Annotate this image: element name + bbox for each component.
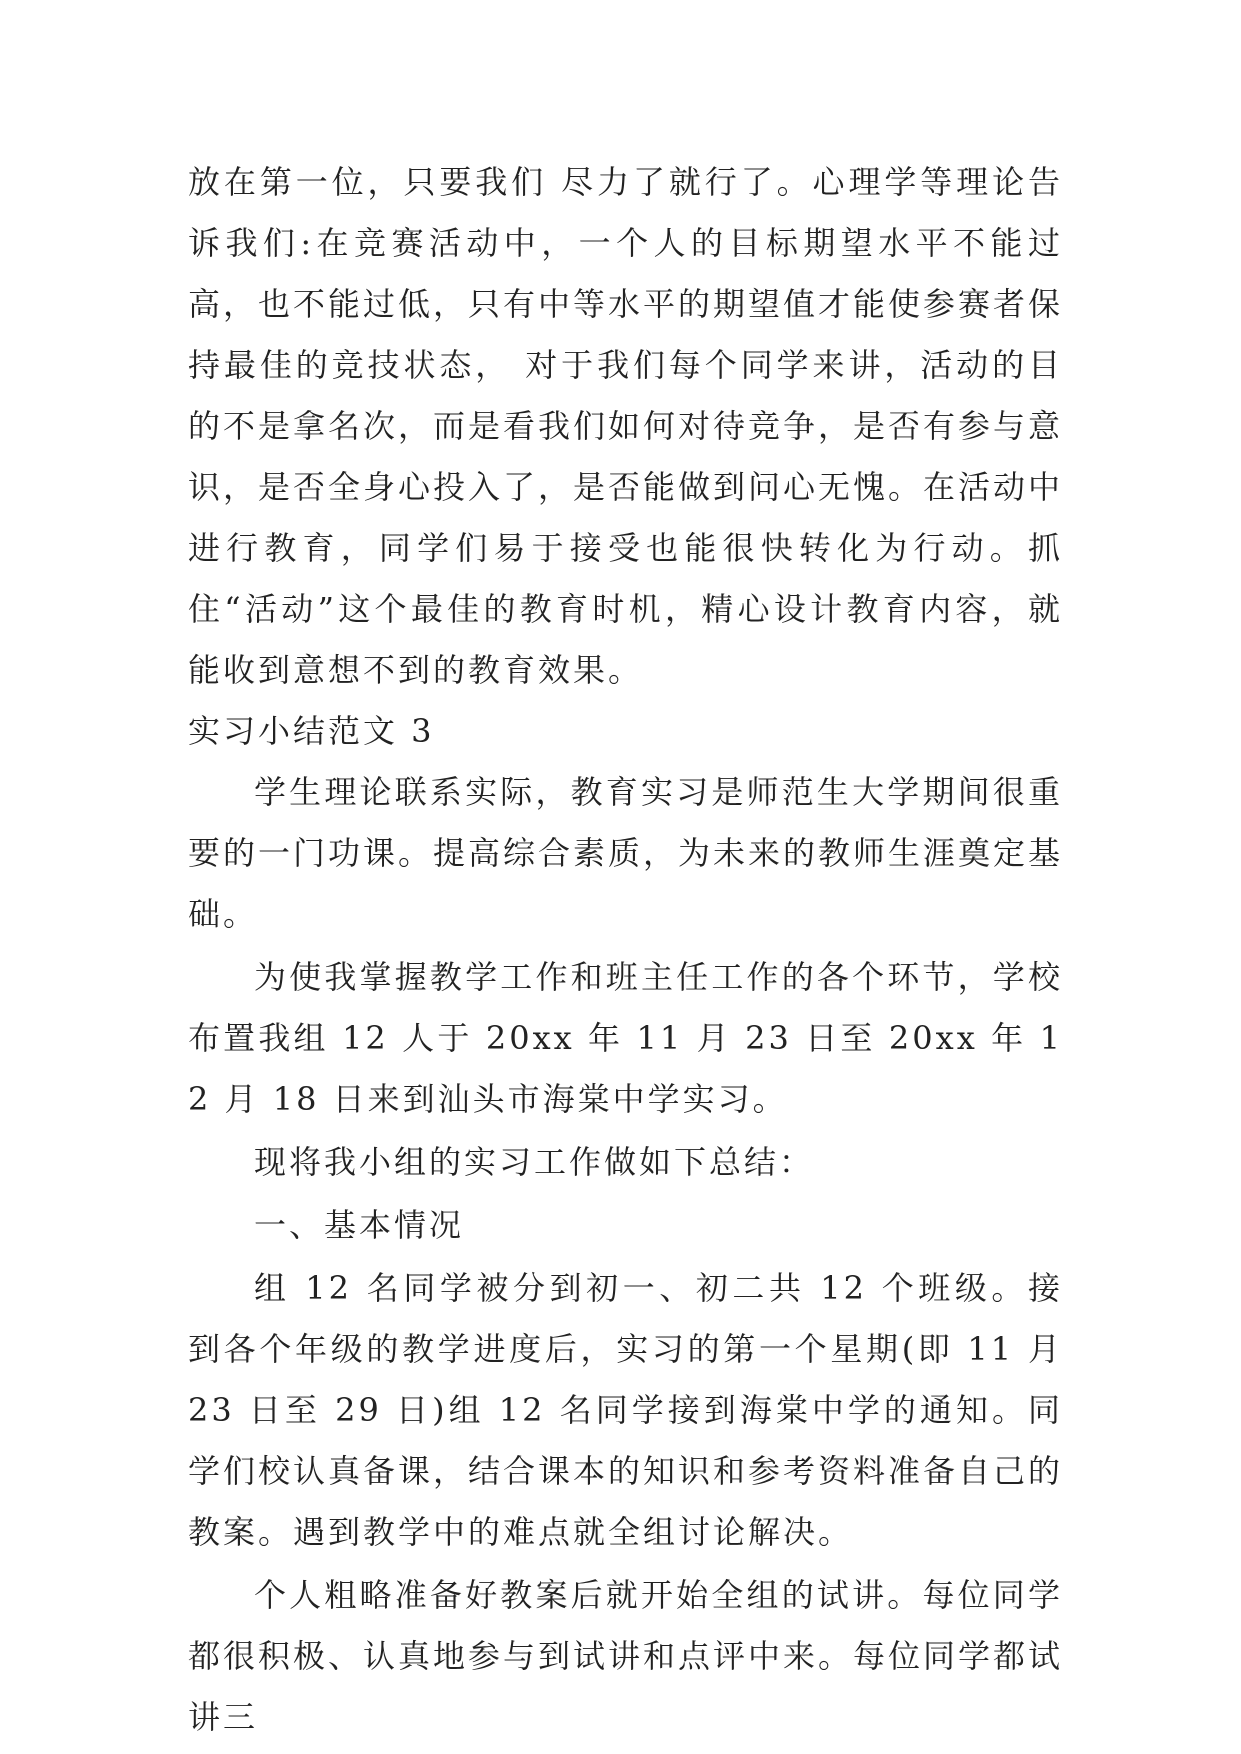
trial-lecture-paragraph: 个人粗略准备好教案后就开始全组的试讲。每位同学都很积极、认真地参与到试讲和点评中来。每位同学都试讲三 xyxy=(188,1576,1064,1736)
intro-paragraph: 学生理论联系实际，教育实习是师范生大学期间很重要的一门功课。提高综合素质，为未来的教师生涯奠定基础。 xyxy=(188,773,1064,933)
continuation-paragraph: 放在第一位，只要我们 尽力了就行了。心理学等理论告诉我们:在竞赛活动中，一个人的目标期望水平不能过高，也不能过低，只有中等水平的期望值才能使参赛者保持最佳的竞技状态， 对于我们每个同学来讲，活动的目的不是拿名次，而是看我们如何对待竞争，是否有参与意识，是否全身心投入了，是否能做到问心无愧。在活动中进行教育，同学们易于接受也能很快转化为行动。抓住“活动”这个最佳的教育时机，精心设计教育内容，就能收到意想不到的教育效果。 xyxy=(188,163,1064,689)
subheading-basic-situation: 一、基本情况 xyxy=(254,1206,465,1244)
basic-situation-paragraph: 组 12 名同学被分到初一、初二共 12 个班级。接到各个年级的教学进度后，实习的第一个星期(即 11 月 23 日至 29 日)组 12 名同学接到海棠中学的通知。同学们校认真备课，结合课本的知识和参考资料准备自己的教案。遇到教学中的难点就全组讨论解决。 xyxy=(188,1269,1064,1551)
summary-intro-paragraph: 现将我小组的实习工作做如下总结： xyxy=(254,1143,815,1181)
arrangement-paragraph: 为使我掌握教学工作和班主任工作的各个环节，学校布置我组 12 人于 20xx 年 11 月 23 日至 20xx 年 12 月 18 日来到汕头市海棠中学实习。 xyxy=(188,958,1063,1118)
section-title: 实习小结范文 3 xyxy=(188,712,435,750)
document-page xyxy=(188,152,1063,1748)
